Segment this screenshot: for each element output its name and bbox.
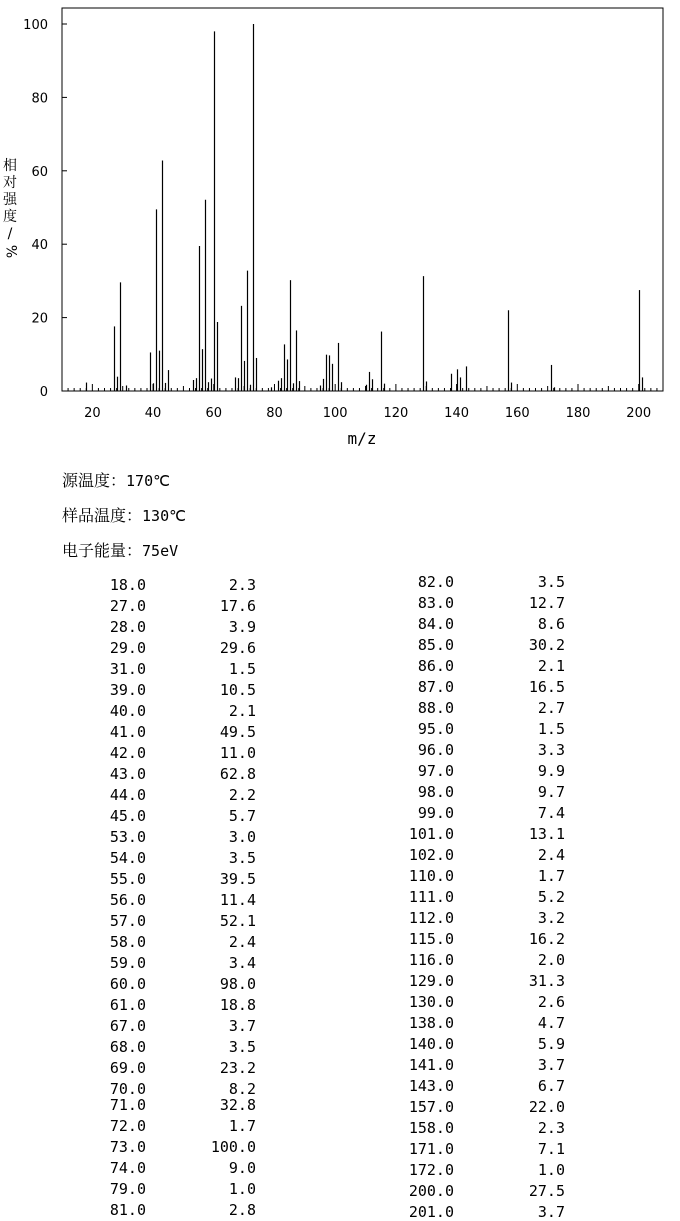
table-intensity-cell: 17.6 — [219, 597, 256, 615]
table-mz-cell: 71.0 — [109, 1096, 146, 1114]
table-mz-cell: 18.0 — [109, 576, 146, 594]
table-intensity-cell: 3.4 — [228, 954, 256, 972]
table-mz-cell: 69.0 — [109, 1059, 146, 1077]
table-intensity-cell: 23.2 — [219, 1059, 256, 1077]
table-intensity-cell: 5.2 — [537, 888, 565, 906]
x-tick-label: 160 — [504, 406, 530, 421]
table-intensity-cell: 2.4 — [537, 846, 565, 864]
table-intensity-cell: 3.3 — [537, 741, 565, 759]
peak-series — [87, 24, 643, 391]
table-intensity-cell: 39.5 — [219, 870, 256, 888]
table-mz-cell: 79.0 — [109, 1180, 146, 1198]
y-tick-label: 0 — [39, 385, 48, 400]
table-mz-cell: 68.0 — [109, 1038, 146, 1056]
table-intensity-cell: 29.6 — [219, 639, 256, 657]
table-intensity-cell: 16.2 — [528, 930, 565, 948]
table-intensity-cell: 9.9 — [537, 762, 565, 780]
table-intensity-cell: 3.5 — [537, 573, 565, 591]
table-mz-cell: 82.0 — [417, 573, 454, 591]
table-intensity-cell: 2.0 — [537, 951, 565, 969]
table-mz-cell: 143.0 — [408, 1077, 454, 1095]
table-intensity-cell: 3.7 — [537, 1203, 565, 1221]
table-intensity-cell: 8.2 — [228, 1080, 256, 1098]
table-intensity-cell: 4.7 — [537, 1014, 565, 1032]
table-mz-cell: 67.0 — [109, 1017, 146, 1035]
condition-label: 样品温度： — [62, 506, 143, 525]
table-intensity-cell: 2.1 — [537, 657, 565, 675]
table-mz-cell: 45.0 — [109, 807, 146, 825]
table-mz-cell: 116.0 — [408, 951, 454, 969]
table-intensity-cell: 1.5 — [228, 660, 256, 678]
table-intensity-cell: 6.7 — [537, 1077, 565, 1095]
table-mz-cell: 95.0 — [417, 720, 454, 738]
condition-source-temp — [62, 471, 170, 491]
x-tick-label: 140 — [444, 406, 470, 421]
condition-electron-energy — [62, 541, 178, 561]
table-intensity-cell: 5.9 — [537, 1035, 565, 1053]
y-axis-label-char: / — [7, 226, 13, 242]
y-axis-label-char: 相 — [3, 158, 17, 174]
table-mz-cell: 201.0 — [408, 1203, 454, 1221]
table-mz-cell: 84.0 — [417, 615, 454, 633]
table-mz-cell: 44.0 — [109, 786, 146, 804]
table-intensity-cell: 9.7 — [537, 783, 565, 801]
table-mz-cell: 158.0 — [408, 1119, 454, 1137]
table-intensity-cell: 3.7 — [228, 1017, 256, 1035]
table-intensity-cell: 10.5 — [219, 681, 256, 699]
condition-label: 电子能量： — [62, 541, 143, 560]
table-mz-cell: 98.0 — [417, 783, 454, 801]
x-tick-label: 20 — [84, 406, 101, 421]
table-intensity-cell: 2.7 — [537, 699, 565, 717]
table-intensity-cell: 7.4 — [537, 804, 565, 822]
table-intensity-cell: 3.5 — [228, 849, 256, 867]
table-mz-cell: 57.0 — [109, 912, 146, 930]
table-intensity-cell: 2.1 — [228, 702, 256, 720]
table-mz-cell: 87.0 — [417, 678, 454, 696]
table-intensity-cell: 5.7 — [228, 807, 256, 825]
table-mz-cell: 99.0 — [417, 804, 454, 822]
y-tick-label: 80 — [31, 91, 48, 107]
y-axis-label-char: 对 — [3, 175, 17, 191]
table-mz-cell: 56.0 — [109, 891, 146, 909]
table-intensity-cell: 9.0 — [228, 1159, 256, 1177]
table-mz-cell: 200.0 — [408, 1182, 454, 1200]
condition-sample-temp — [62, 506, 186, 526]
table-mz-cell: 172.0 — [408, 1161, 454, 1179]
table-intensity-cell: 2.6 — [537, 993, 565, 1011]
mass-spectrum-chart — [0, 0, 680, 460]
table-mz-cell: 96.0 — [417, 741, 454, 759]
table-mz-cell: 97.0 — [417, 762, 454, 780]
condition-label: 源温度： — [62, 471, 127, 490]
table-intensity-cell: 13.1 — [528, 825, 565, 843]
table-mz-cell: 112.0 — [408, 909, 454, 927]
table-mz-cell: 110.0 — [408, 867, 454, 885]
table-mz-cell: 111.0 — [408, 888, 454, 906]
table-mz-cell: 115.0 — [408, 930, 454, 948]
table-intensity-cell: 1.0 — [228, 1180, 256, 1198]
table-mz-cell: 40.0 — [109, 702, 146, 720]
y-axis-label-char: 度 — [3, 209, 17, 225]
table-mz-cell: 101.0 — [408, 825, 454, 843]
table-intensity-cell: 18.8 — [219, 996, 256, 1014]
table-intensity-cell: 3.9 — [228, 618, 256, 636]
table-intensity-cell: 62.8 — [219, 765, 256, 783]
x-tick-label: 80 — [266, 406, 283, 421]
table-mz-cell: 41.0 — [109, 723, 146, 741]
y-tick-label: 100 — [23, 18, 48, 33]
condition-value: 75eV — [142, 542, 179, 560]
y-axis-label-char: 强 — [3, 192, 17, 208]
y-axis-label-char: % — [2, 244, 19, 259]
x-tick-label: 40 — [144, 406, 162, 421]
table-mz-cell: 42.0 — [109, 744, 146, 762]
condition-value: 130℃ — [142, 507, 186, 525]
table-mz-cell: 81.0 — [109, 1201, 146, 1219]
table-intensity-cell: 52.1 — [219, 912, 256, 930]
table-mz-cell: 85.0 — [417, 636, 454, 654]
table-intensity-cell: 16.5 — [528, 678, 565, 696]
table-intensity-cell: 3.5 — [228, 1038, 256, 1056]
table-mz-cell: 28.0 — [109, 618, 146, 636]
table-mz-cell: 138.0 — [408, 1014, 454, 1032]
table-mz-cell: 88.0 — [417, 699, 454, 717]
table-mz-cell: 31.0 — [109, 660, 146, 678]
table-intensity-cell: 1.7 — [537, 867, 565, 885]
table-mz-cell: 141.0 — [408, 1056, 454, 1074]
table-mz-cell: 43.0 — [109, 765, 146, 783]
y-tick-label: 40 — [31, 238, 48, 254]
table-mz-cell: 53.0 — [109, 828, 146, 846]
table-mz-cell: 55.0 — [109, 870, 146, 888]
x-tick-label: 100 — [322, 406, 348, 421]
table-mz-cell: 59.0 — [109, 954, 146, 972]
table-intensity-cell: 98.0 — [219, 975, 256, 993]
y-axis — [23, 18, 67, 400]
table-mz-cell: 39.0 — [109, 681, 146, 699]
y-tick-label: 20 — [31, 311, 48, 327]
table-mz-cell: 58.0 — [109, 933, 146, 951]
table-intensity-cell: 12.7 — [528, 594, 565, 612]
table-mz-cell: 171.0 — [408, 1140, 454, 1158]
y-tick-label: 60 — [31, 164, 48, 180]
table-mz-cell: 102.0 — [408, 846, 454, 864]
table-intensity-cell: 31.3 — [528, 972, 565, 990]
table-intensity-cell: 1.5 — [537, 720, 565, 738]
table-mz-cell: 74.0 — [109, 1159, 146, 1177]
table-intensity-cell: 8.6 — [537, 615, 565, 633]
x-tick-label: 200 — [626, 406, 652, 421]
table-intensity-cell: 3.0 — [228, 828, 256, 846]
table-mz-cell: 54.0 — [109, 849, 146, 867]
table-intensity-cell: 32.8 — [219, 1096, 256, 1114]
x-tick-label: 180 — [565, 406, 591, 421]
table-mz-cell: 140.0 — [408, 1035, 454, 1053]
table-intensity-cell: 11.0 — [219, 744, 256, 762]
table-intensity-cell: 100.0 — [210, 1138, 256, 1156]
table-intensity-cell: 30.2 — [528, 636, 565, 654]
table-mz-cell: 130.0 — [408, 993, 454, 1011]
table-intensity-cell: 2.4 — [228, 933, 256, 951]
table-mz-cell: 29.0 — [109, 639, 146, 657]
table-mz-cell: 60.0 — [109, 975, 146, 993]
table-intensity-cell: 1.7 — [228, 1117, 256, 1135]
table-intensity-cell: 1.0 — [537, 1161, 565, 1179]
x-tick-label: 60 — [205, 406, 223, 421]
table-intensity-cell: 3.7 — [537, 1056, 565, 1074]
table-intensity-cell: 2.3 — [537, 1119, 565, 1137]
table-intensity-cell: 3.2 — [537, 909, 565, 927]
table-intensity-cell: 2.3 — [228, 576, 256, 594]
table-intensity-cell: 22.0 — [528, 1098, 565, 1116]
condition-value: 170℃ — [126, 472, 170, 490]
table-mz-cell: 129.0 — [408, 972, 454, 990]
table-intensity-cell: 2.8 — [228, 1201, 256, 1219]
table-mz-cell: 27.0 — [109, 597, 146, 615]
table-intensity-cell: 27.5 — [528, 1182, 565, 1200]
table-intensity-cell: 2.2 — [228, 786, 256, 804]
table-mz-cell: 86.0 — [417, 657, 454, 675]
x-tick-label: 120 — [383, 406, 409, 421]
table-intensity-cell: 11.4 — [219, 891, 256, 909]
plot-frame — [62, 8, 663, 391]
x-axis-label: m/z — [347, 429, 377, 448]
table-intensity-cell: 7.1 — [537, 1140, 565, 1158]
table-mz-cell: 61.0 — [109, 996, 146, 1014]
table-mz-cell: 73.0 — [109, 1138, 146, 1156]
table-mz-cell: 72.0 — [109, 1117, 146, 1135]
table-mz-cell: 70.0 — [109, 1080, 146, 1098]
table-mz-cell: 157.0 — [408, 1098, 454, 1116]
table-intensity-cell: 49.5 — [219, 723, 256, 741]
table-mz-cell: 83.0 — [417, 594, 454, 612]
